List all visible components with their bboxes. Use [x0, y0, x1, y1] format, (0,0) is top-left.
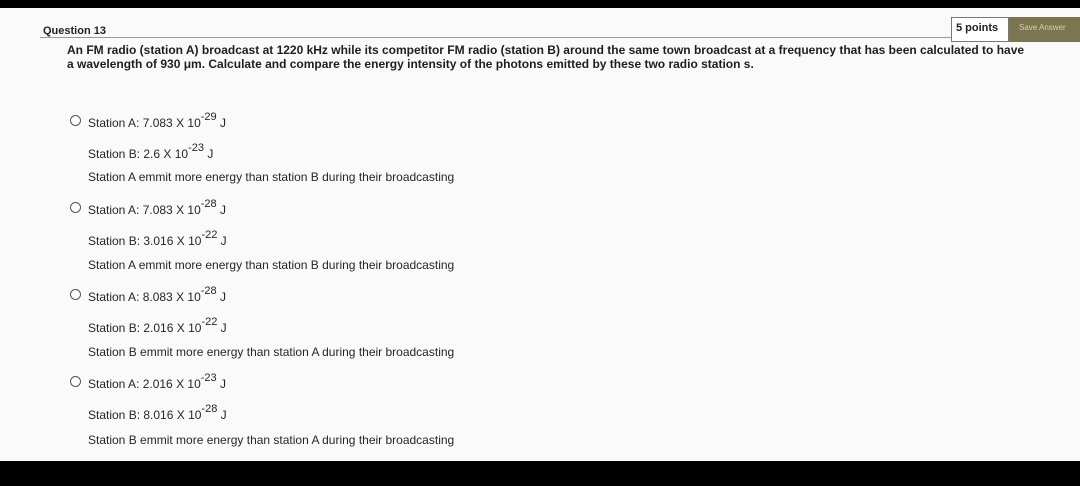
option-2-conclusion: Station A emmit more energy than station B during their broadcasting [88, 258, 455, 272]
question-page [0, 8, 1080, 461]
header-divider [40, 37, 952, 38]
option-3-station-a: Station A: 8.083 X 10-28 J [88, 285, 227, 304]
option-4-station-a: Station A: 2.016 X 10-23 J [88, 372, 227, 391]
option-1-conclusion: Station A emmit more energy than station B during their broadcasting [88, 170, 455, 184]
question-label: Question 13 [43, 25, 106, 37]
question-text: An FM radio (station A) broadcast at 1220 kHz while its competitor FM radio (station B) around the same town broadcast at a frequency that has been calculated to have a wavelength of 930 μm. Calculate and compare the energy intensity of the photons emitted by these two radio station s. [67, 43, 1025, 71]
option-1-station-b: Station B: 2.6 X 10-23 J [88, 142, 214, 161]
radio-button-2[interactable] [70, 202, 81, 213]
option-2-station-b: Station B: 3.016 X 10-22 J [88, 229, 227, 248]
option-4-station-b: Station B: 8.016 X 10-28 J [88, 403, 227, 422]
save-answer-button[interactable]: Save Answer [1009, 17, 1080, 42]
points-badge: 5 points [951, 17, 1009, 42]
option-1-station-a: Station A: 7.083 X 10-29 J [88, 111, 227, 130]
option-2-station-a: Station A: 7.083 X 10-28 J [88, 198, 227, 217]
option-3-station-b: Station B: 2.016 X 10-22 J [88, 316, 227, 335]
radio-button-4[interactable] [70, 376, 81, 387]
option-3-conclusion: Station B emmit more energy than station A during their broadcasting [88, 345, 455, 359]
option-4-conclusion: Station B emmit more energy than station A during their broadcasting [88, 433, 455, 447]
radio-button-1[interactable] [70, 115, 81, 126]
radio-button-3[interactable] [70, 289, 81, 300]
